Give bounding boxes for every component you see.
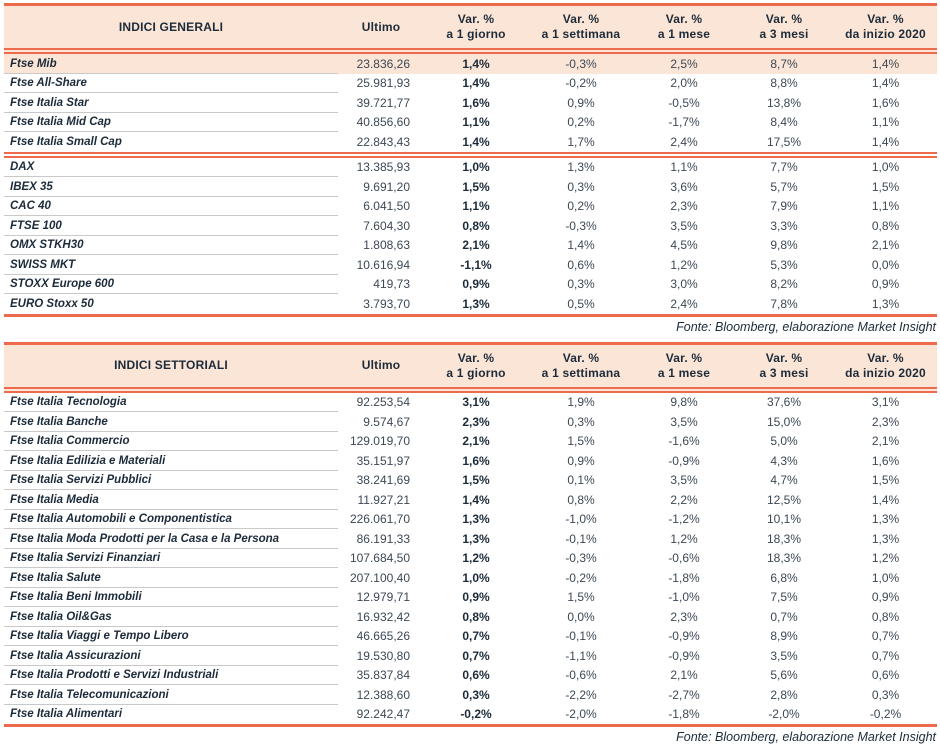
column-header-line1: Var. % xyxy=(457,350,495,365)
var-3m-cell: 8,9% xyxy=(770,629,798,644)
var-3m-cell: 3,5% xyxy=(770,648,798,663)
column-header-var-1-settimana xyxy=(528,6,634,48)
var-1m-cell: -1,0% xyxy=(668,590,700,605)
index-name-cell: Ftse Italia Commercio xyxy=(4,432,338,452)
column-header-ultimo xyxy=(338,345,424,387)
var-1m-cell: -0,9% xyxy=(668,453,700,468)
index-name-cell: Ftse Italia Star xyxy=(4,93,338,113)
ultimo-cell: 39.721,77 xyxy=(356,95,410,110)
var-1g-cell: 1,4% xyxy=(462,56,490,71)
var-1s-cell: 0,8% xyxy=(567,492,595,507)
var-1s-cell: 1,5% xyxy=(567,590,595,605)
var-1m-cell: 3,6% xyxy=(670,179,698,194)
ultimo-cell: 9.574,67 xyxy=(363,414,410,429)
ultimo-cell: 12.979,71 xyxy=(356,590,410,605)
index-row xyxy=(4,432,937,452)
var-ytd-cell: 1,1% xyxy=(871,199,900,214)
var-ytd-cell: -0,2% xyxy=(869,707,902,722)
var-3m-cell: -2,0% xyxy=(768,707,800,722)
index-name-cell: Ftse Italia Moda Prodotti per la Casa e la Persona xyxy=(4,529,338,549)
ultimo-cell: 46.665,26 xyxy=(356,629,410,644)
var-3m-cell: 5,0% xyxy=(770,434,798,449)
var-1s-cell: -1,1% xyxy=(565,648,597,663)
var-1s-cell: 0,9% xyxy=(567,453,595,468)
index-row xyxy=(4,471,937,491)
var-1g-cell: 1,6% xyxy=(462,95,490,110)
var-1g-cell: 1,4% xyxy=(462,134,490,149)
var-3m-cell: 2,8% xyxy=(770,687,798,702)
index-row xyxy=(4,510,937,530)
column-header-line1: Var. % xyxy=(765,12,803,26)
column-header-line1: Var. % xyxy=(867,12,904,26)
var-1s-cell: 0,2% xyxy=(567,115,595,130)
var-1m-cell: 2,3% xyxy=(670,199,698,214)
var-1s-cell: -0,2% xyxy=(565,76,597,91)
ultimo-cell: 35.151,97 xyxy=(356,453,410,468)
var-1s-cell: -0,1% xyxy=(565,531,597,546)
var-ytd-cell: 1,5% xyxy=(871,473,900,488)
index-name-cell: Ftse Italia Tecnologia xyxy=(4,393,338,413)
var-1s-cell: 1,9% xyxy=(567,395,595,410)
index-row xyxy=(4,113,937,133)
column-header-label: INDICI GENERALI xyxy=(118,19,224,34)
var-3m-cell: 18,3% xyxy=(766,551,802,566)
ultimo-cell: 226.061,70 xyxy=(349,512,410,527)
var-ytd-cell: 1,4% xyxy=(871,134,900,149)
var-1s-cell: 1,7% xyxy=(567,134,595,149)
index-row xyxy=(4,158,937,178)
index-name-cell: DAX xyxy=(4,158,338,178)
index-row xyxy=(4,132,937,152)
var-3m-cell: 4,3% xyxy=(770,453,798,468)
index-name-cell: Ftse Italia Servizi Finanziari xyxy=(4,549,338,569)
column-header-line1: Var. % xyxy=(562,350,600,365)
column-header-ultimo xyxy=(338,6,424,48)
var-1m-cell: 3,5% xyxy=(670,473,698,488)
var-ytd-cell: 0,6% xyxy=(871,668,900,683)
ultimo-cell: 12.388,60 xyxy=(356,687,410,702)
index-name-cell: Ftse All-Share xyxy=(4,74,338,94)
var-3m-cell: 7,7% xyxy=(770,160,798,175)
var-ytd-cell: 1,3% xyxy=(871,512,900,527)
index-name-cell: Ftse Italia Media xyxy=(4,490,338,510)
var-1m-cell: 9,8% xyxy=(670,395,698,410)
column-header-var-1-settimana xyxy=(528,345,634,387)
ultimo-cell: 38.241,69 xyxy=(356,473,410,488)
var-1m-cell: 2,0% xyxy=(670,76,698,91)
var-1g-cell: 0,3% xyxy=(462,687,490,702)
var-1g-cell: 0,8% xyxy=(462,609,490,624)
column-header-label: INDICI SETTORIALI xyxy=(114,358,228,372)
var-1m-cell: 3,5% xyxy=(670,218,698,233)
table-header-row xyxy=(4,345,937,387)
var-1g-cell: 1,4% xyxy=(462,492,490,507)
var-3m-cell: 12,5% xyxy=(766,492,802,507)
index-row xyxy=(4,412,937,432)
var-3m-cell: 9,8% xyxy=(770,238,798,253)
var-1g-cell: -0,2% xyxy=(460,707,492,722)
var-1m-cell: -1,8% xyxy=(668,707,700,722)
var-1m-cell: 1,2% xyxy=(670,531,698,546)
var-1m-cell: -0,9% xyxy=(668,629,700,644)
column-header-line2: a 1 giorno xyxy=(446,27,506,41)
column-header-line1: Var. % xyxy=(457,12,495,26)
var-1s-cell: -0,6% xyxy=(565,668,597,683)
var-1m-cell: -2,7% xyxy=(668,687,700,702)
var-1s-cell: -0,1% xyxy=(565,629,597,644)
index-name-cell: FTSE 100 xyxy=(4,216,338,236)
var-3m-cell: 5,6% xyxy=(770,668,798,683)
var-1s-cell: 0,9% xyxy=(567,95,595,110)
ultimo-cell: 3.793,70 xyxy=(363,296,410,311)
column-header-line2: a 3 mesi xyxy=(759,27,809,41)
var-3m-cell: 13,8% xyxy=(766,95,802,110)
var-3m-cell: 8,8% xyxy=(770,76,798,91)
column-header-line1: Var. % xyxy=(562,12,600,26)
index-row xyxy=(4,255,937,275)
var-3m-cell: 3,3% xyxy=(770,218,798,233)
index-row xyxy=(4,685,937,705)
var-1s-cell: 0,5% xyxy=(567,296,595,311)
index-row xyxy=(4,588,937,608)
index-row xyxy=(4,93,937,113)
index-row xyxy=(4,216,937,236)
var-3m-cell: 7,5% xyxy=(770,590,798,605)
var-1m-cell: -1,7% xyxy=(668,115,700,130)
var-1m-cell: 2,1% xyxy=(670,668,698,683)
ultimo-cell: 40.856,60 xyxy=(356,115,410,130)
column-header-label: Ultimo xyxy=(361,19,401,34)
var-1s-cell: -0,3% xyxy=(565,551,597,566)
index-name-cell: SWISS MKT xyxy=(4,255,338,275)
index-row xyxy=(4,646,937,666)
var-1s-cell: 0,6% xyxy=(567,257,595,272)
ultimo-cell: 207.100,40 xyxy=(349,570,410,585)
index-name-cell: Ftse Italia Viaggi e Tempo Libero xyxy=(4,627,338,647)
var-1s-cell: 1,5% xyxy=(567,434,595,449)
var-1s-cell: -0,3% xyxy=(565,56,597,71)
index-name-cell: Ftse Italia Small Cap xyxy=(10,135,122,148)
var-ytd-cell: 1,0% xyxy=(871,160,900,175)
var-3m-cell: 18,3% xyxy=(766,531,802,546)
ultimo-cell: 16.932,42 xyxy=(356,609,410,624)
var-1g-cell: 1,1% xyxy=(462,199,490,214)
index-row xyxy=(4,275,937,295)
var-ytd-cell: 0,0% xyxy=(871,257,900,272)
index-row xyxy=(4,177,937,197)
var-3m-cell: 0,7% xyxy=(770,609,798,624)
var-ytd-cell: 2,1% xyxy=(871,238,900,253)
index-row xyxy=(4,74,937,94)
var-1g-cell: 0,6% xyxy=(462,668,490,683)
ultimo-cell: 25.981,93 xyxy=(356,76,410,91)
column-header-line2: a 1 giorno xyxy=(446,365,506,380)
ultimo-cell: 86.191,33 xyxy=(356,531,410,546)
var-1s-cell: 0,3% xyxy=(567,414,595,429)
var-1g-cell: 1,1% xyxy=(462,115,490,130)
var-1m-cell: 1,2% xyxy=(670,257,698,272)
var-3m-cell: 7,9% xyxy=(770,199,798,214)
index-row xyxy=(4,666,937,686)
var-1g-cell: 1,3% xyxy=(462,512,490,527)
ultimo-cell: 7.604,30 xyxy=(363,218,410,233)
var-ytd-cell: 0,9% xyxy=(871,590,900,605)
var-ytd-cell: 2,1% xyxy=(871,434,900,449)
var-1m-cell: -0,5% xyxy=(668,95,700,110)
index-row xyxy=(4,451,937,471)
var-1s-cell: 1,3% xyxy=(567,160,595,175)
index-row xyxy=(4,54,937,74)
var-1s-cell: 0,1% xyxy=(567,473,595,488)
index-row xyxy=(4,705,937,725)
var-1s-cell: -2,2% xyxy=(565,687,597,702)
var-1g-cell: 2,3% xyxy=(462,414,490,429)
var-3m-cell: 5,3% xyxy=(770,257,798,272)
var-1m-cell: -1,6% xyxy=(668,434,700,449)
index-name-cell: CAC 40 xyxy=(4,197,338,217)
var-1s-cell: 0,0% xyxy=(567,609,595,624)
indici-settoriali-table xyxy=(4,342,937,728)
var-1m-cell: 4,5% xyxy=(670,238,698,253)
var-3m-cell: 17,5% xyxy=(766,134,802,149)
var-1m-cell: 2,4% xyxy=(670,134,698,149)
ultimo-cell: 10.616,94 xyxy=(356,257,410,272)
var-1g-cell: 1,4% xyxy=(462,76,490,91)
ultimo-cell: 13.385,93 xyxy=(356,160,410,175)
index-row xyxy=(4,393,937,413)
var-ytd-cell: 0,8% xyxy=(871,218,900,233)
index-name-cell: Ftse Italia Prodotti e Servizi Industriali xyxy=(4,666,338,686)
var-1g-cell: 1,0% xyxy=(462,160,490,175)
var-1m-cell: 2,5% xyxy=(670,56,698,71)
ultimo-cell: 35.837,84 xyxy=(356,668,410,683)
ultimo-cell: 6.041,50 xyxy=(363,199,410,214)
var-3m-cell: 8,7% xyxy=(770,56,798,71)
var-ytd-cell: 1,4% xyxy=(871,56,900,71)
index-row xyxy=(4,529,937,549)
index-row xyxy=(4,607,937,627)
column-header-line2: a 1 mese xyxy=(657,365,711,380)
var-1m-cell: -1,8% xyxy=(668,570,700,585)
index-row xyxy=(4,197,937,217)
column-header-line2: da inizio 2020 xyxy=(845,27,926,41)
table-header-row xyxy=(4,6,937,48)
var-1s-cell: -0,3% xyxy=(565,218,597,233)
var-1s-cell: 1,4% xyxy=(567,238,595,253)
var-1m-cell: 3,5% xyxy=(670,414,698,429)
index-name-cell: Ftse Italia Alimentari xyxy=(10,708,123,721)
var-1m-cell: 2,3% xyxy=(670,609,698,624)
index-row xyxy=(4,568,937,588)
var-1g-cell: 0,9% xyxy=(462,277,490,292)
var-1g-cell: 1,3% xyxy=(462,531,490,546)
var-1s-cell: 0,3% xyxy=(567,179,595,194)
var-1g-cell: 1,5% xyxy=(462,179,490,194)
var-ytd-cell: 1,4% xyxy=(871,492,900,507)
ultimo-cell: 19.530,80 xyxy=(356,648,410,663)
var-ytd-cell: 1,5% xyxy=(871,179,900,194)
ultimo-cell: 92.242,47 xyxy=(356,707,410,722)
column-header-indici-generali xyxy=(4,6,338,48)
var-1g-cell: 0,8% xyxy=(462,218,490,233)
column-header-var-3-mesi xyxy=(734,345,834,387)
index-name-cell: Ftse Italia Automobili e Componentistica xyxy=(4,510,338,530)
var-1g-cell: 1,0% xyxy=(462,570,490,585)
var-1m-cell: 1,1% xyxy=(670,160,698,175)
table-body xyxy=(4,54,937,314)
var-1g-cell: 1,3% xyxy=(462,296,490,311)
index-name-cell: Ftse Italia Salute xyxy=(4,568,338,588)
var-ytd-cell: 1,1% xyxy=(871,115,900,130)
column-header-var-1-mese xyxy=(634,345,734,387)
var-1g-cell: 3,1% xyxy=(462,395,490,410)
column-header-line2: a 3 mesi xyxy=(759,365,809,380)
column-header-var-inizio-2020 xyxy=(834,6,937,48)
ultimo-cell: 92.253,54 xyxy=(356,395,410,410)
ultimo-cell: 107.684,50 xyxy=(349,551,410,566)
column-header-var-3-mesi xyxy=(734,6,834,48)
column-header-line2: a 1 settimana xyxy=(541,365,621,380)
index-row xyxy=(4,294,937,314)
var-ytd-cell: 1,2% xyxy=(871,551,900,566)
index-name-cell: Ftse Italia Servizi Pubblici xyxy=(4,471,338,491)
indici-generali-table xyxy=(4,3,937,317)
index-row xyxy=(4,627,937,647)
var-ytd-cell: 1,6% xyxy=(871,95,900,110)
var-1g-cell: 0,7% xyxy=(462,629,490,644)
var-ytd-cell: 0,9% xyxy=(871,277,900,292)
column-header-var-inizio-2020 xyxy=(834,345,937,387)
table-body xyxy=(4,393,937,725)
column-header-label: Ultimo xyxy=(361,358,401,372)
var-ytd-cell: 0,7% xyxy=(871,629,900,644)
column-header-var-1-mese xyxy=(634,6,734,48)
var-3m-cell: 8,4% xyxy=(770,115,798,130)
index-row xyxy=(4,236,937,256)
var-ytd-cell: 2,3% xyxy=(871,414,900,429)
ultimo-cell: 11.927,21 xyxy=(357,492,410,507)
var-1g-cell: 2,1% xyxy=(462,434,490,449)
column-header-line1: Var. % xyxy=(765,350,803,365)
column-header-line1: Var. % xyxy=(665,350,703,365)
var-1m-cell: 2,2% xyxy=(670,492,698,507)
ultimo-cell: 1.808,63 xyxy=(363,238,410,253)
index-name-cell: EURO Stoxx 50 xyxy=(10,297,94,310)
index-name-cell: Ftse Italia Telecomunicazioni xyxy=(4,685,338,705)
column-header-indici-settoriali xyxy=(4,345,338,387)
var-1g-cell: 2,1% xyxy=(462,238,490,253)
var-1s-cell: -1,0% xyxy=(565,512,597,527)
column-header-line2: a 1 mese xyxy=(657,27,711,41)
var-3m-cell: 6,8% xyxy=(770,570,798,585)
index-row xyxy=(4,549,937,569)
var-1s-cell: -2,0% xyxy=(565,707,597,722)
var-1m-cell: -0,6% xyxy=(668,551,700,566)
index-name-cell: Ftse Italia Oil&Gas xyxy=(4,607,338,627)
var-ytd-cell: 1,3% xyxy=(871,296,900,311)
var-ytd-cell: 0,8% xyxy=(871,609,900,624)
index-name-cell: Ftse Italia Banche xyxy=(4,412,338,432)
column-header-var-1-giorno xyxy=(424,6,528,48)
index-name-cell: Ftse Italia Edilizia e Materiali xyxy=(4,451,338,471)
column-header-line2: da inizio 2020 xyxy=(845,365,926,380)
var-3m-cell: 37,6% xyxy=(766,395,802,410)
var-1g-cell: 1,6% xyxy=(462,453,490,468)
var-1g-cell: 0,7% xyxy=(462,648,490,663)
index-name-cell: OMX STKH30 xyxy=(4,236,338,256)
var-3m-cell: 15,0% xyxy=(766,414,802,429)
var-1m-cell: -1,2% xyxy=(668,512,700,527)
column-header-var-1-giorno xyxy=(424,345,528,387)
var-ytd-cell: 0,7% xyxy=(871,648,900,663)
var-ytd-cell: 1,0% xyxy=(871,570,900,585)
var-1s-cell: 0,2% xyxy=(567,199,595,214)
column-header-line1: Var. % xyxy=(665,12,703,26)
var-1g-cell: 0,9% xyxy=(462,590,490,605)
index-row xyxy=(4,490,937,510)
var-3m-cell: 8,2% xyxy=(770,277,798,292)
var-ytd-cell: 3,1% xyxy=(871,395,900,410)
ultimo-cell: 129.019,70 xyxy=(349,434,410,449)
var-1m-cell: 2,4% xyxy=(670,296,698,311)
var-1g-cell: 1,5% xyxy=(462,473,490,488)
var-1g-cell: 1,2% xyxy=(462,551,490,566)
var-3m-cell: 7,8% xyxy=(770,296,798,311)
var-3m-cell: 4,7% xyxy=(770,473,798,488)
fonte-caption: Fonte: Bloomberg, elaborazione Market Insight xyxy=(676,730,936,744)
index-name-cell: Ftse Italia Beni Immobili xyxy=(4,588,338,608)
var-3m-cell: 5,7% xyxy=(770,179,798,194)
var-1s-cell: 0,3% xyxy=(567,277,595,292)
index-name-cell: Ftse Italia Mid Cap xyxy=(4,113,338,133)
var-ytd-cell: 0,3% xyxy=(871,687,900,702)
index-name-cell: Ftse Italia Assicurazioni xyxy=(4,646,338,666)
var-1g-cell: -1,1% xyxy=(460,257,492,272)
fonte-caption: Fonte: Bloomberg, elaborazione Market Insight xyxy=(676,319,936,334)
ultimo-cell: 9.691,20 xyxy=(363,179,410,194)
var-1m-cell: 3,0% xyxy=(670,277,698,292)
index-name-cell: Ftse Mib xyxy=(4,54,338,74)
var-1m-cell: -0,9% xyxy=(668,648,700,663)
column-header-line2: a 1 settimana xyxy=(541,27,621,41)
var-1s-cell: -0,2% xyxy=(565,570,597,585)
index-name-cell: STOXX Europe 600 xyxy=(4,275,338,295)
ultimo-cell: 419,73 xyxy=(373,277,410,292)
var-ytd-cell: 1,3% xyxy=(871,531,900,546)
index-name-cell: IBEX 35 xyxy=(4,177,338,197)
column-header-line1: Var. % xyxy=(867,350,904,365)
var-3m-cell: 10,1% xyxy=(766,512,802,527)
var-ytd-cell: 1,4% xyxy=(871,76,900,91)
var-ytd-cell: 1,6% xyxy=(871,453,900,468)
ultimo-cell: 23.836,26 xyxy=(356,56,410,71)
ultimo-cell: 22.843,43 xyxy=(356,134,410,149)
